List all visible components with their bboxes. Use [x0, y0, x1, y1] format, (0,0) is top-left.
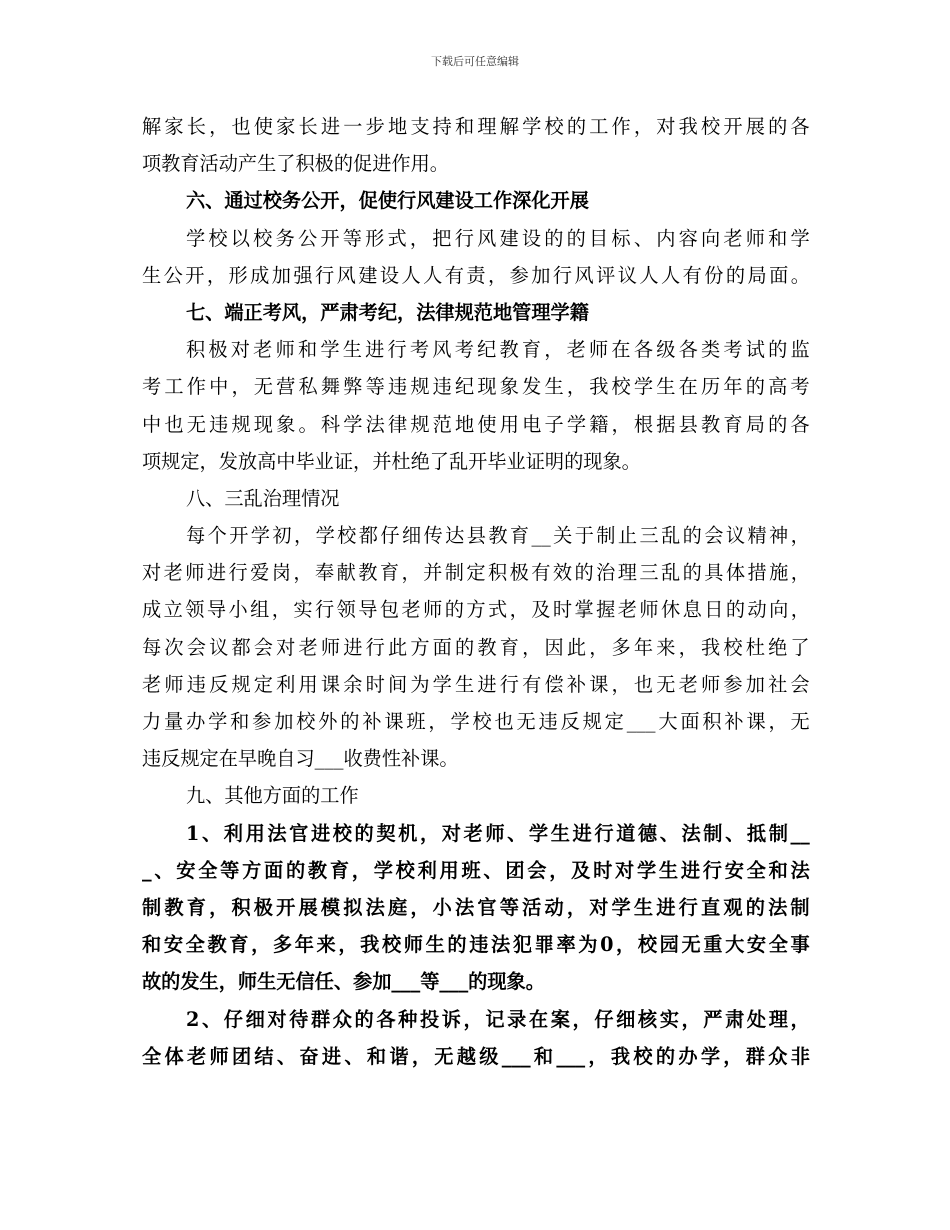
text-line: _ 、 安 全 等 方 面 的 教 育 ， 学 校 利 用 班 、 团 会 ， 及 时 对 学 生 进 行 安 全 和 法: [142, 858, 810, 882]
text-line: 解 家 长 ， 也 使 家 长 进 一 步 地 支 持 和 理 解 学 校 的 工 作 ， 对 我 校 开 展 的 各: [142, 115, 810, 138]
text-line: 每 个 开 学 初 ， 学 校 都 仔 细 传 达 县 教 育 __ 关 于 制 止 三 乱 的 会 议 精 神 ，: [186, 524, 810, 548]
text-line: 学 校 以 校 务 公 开 等 形 式 ， 把 行 风 建 设 的 的 目 标 、 内 容 向 老 师 和 学: [186, 226, 810, 250]
document-body: [142, 108, 810, 1075]
text-line: 全 体 老 师 团 结 、 奋 进 、 和 谐 ， 无 越 级 ___ 和 ___ ， 我 校 的 办 学 ， 群 众 非: [142, 1044, 810, 1068]
text-line: 每 次 会 议 都 会 对 老 师 进 行 此 方 面 的 教 育 ， 因 此 ， 多 年 来 ， 我 校 杜 绝 了: [142, 635, 810, 659]
text-line: 中 也 无 违 规 现 象 。 科 学 法 律 规 范 地 使 用 电 子 学 籍 ， 根 据 县 教 育 局 的 各: [142, 412, 810, 436]
text-line: 生 公 开 ， 形 成 加 强 行 风 建 设 人 人 有 责 ， 参 加 行 风 评 议 人 人 有 份 的 局 面 。: [142, 263, 810, 287]
text-line: 考 工 作 中 ， 无 营 私 舞 弊 等 违 规 违 纪 现 象 发 生 ， 我 校 学 生 在 历 年 的 高 考: [142, 375, 810, 399]
text-line: 2 、 仔 细 对 待 群 众 的 各 种 投 诉 ， 记 录 在 案 ， 仔 细 核 实 ， 严 肃 处 理 ，: [186, 1007, 810, 1031]
text-line: 故的发生，师生无信任、参加___等___的现象。: [142, 970, 545, 994]
text-line: 九、其他方面的工作: [186, 784, 359, 808]
text-line: 成 立 领 导 小 组 ， 实 行 领 导 包 老 师 的 方 式 ， 及 时 掌 握 老 师 休 息 日 的 动 向 ，: [142, 598, 810, 622]
text-line: 七、端正考风，严肃考纪，法律规范地管理学籍: [186, 300, 589, 324]
text-line: 和 安 全 教 育 ， 多 年 来 ， 我 校 师 生 的 违 法 犯 罪 率 为 0 ， 校 园 无 重 大 安 全 事: [142, 933, 810, 957]
text-line: 六、通过校务公开，促使行风建设工作深化开展: [186, 189, 589, 213]
text-line: 力 量 办 学 和 参 加 校 外 的 补 课 班 ， 学 校 也 无 违 反 规 定 ___ 大 面 积 补 课 ， 无: [142, 710, 810, 733]
text-line: 对 老 师 进 行 爱 岗 ， 奉 献 教 育 ， 并 制 定 积 极 有 效 的 治 理 三 乱 的 具 体 措 施 ，: [142, 561, 810, 585]
text-line: 违反规定在早晚自习___收费性补课。: [142, 747, 459, 771]
page-header: 下载后可任意编辑: [431, 55, 519, 68]
text-line: 八、三乱治理情况: [186, 486, 340, 510]
text-line: 老 师 违 反 规 定 利 用 课 余 时 间 为 学 生 进 行 有 偿 补 课 ， 也 无 老 师 参 加 社 会: [142, 672, 810, 696]
text-line: 积 极 对 老 师 和 学 生 进 行 考 风 考 纪 教 育 ， 老 师 在 各 级 各 类 考 试 的 监: [186, 338, 810, 362]
text-line: 项教育活动产生了积极的促进作用。: [142, 152, 449, 176]
text-line: 1 、 利 用 法 官 进 校 的 契 机 ， 对 老 师 、 学 生 进 行 道 德 、 法 制 、 抵 制 __: [186, 821, 810, 845]
text-line: 制 教 育 ， 积 极 开 展 模 拟 法 庭 ， 小 法 官 等 活 动 ， 对 学 生 进 行 直 观 的 法 制: [142, 895, 810, 919]
text-line: 项规定，发放高中毕业证，并杜绝了乱开毕业证明的现象。: [142, 449, 641, 473]
